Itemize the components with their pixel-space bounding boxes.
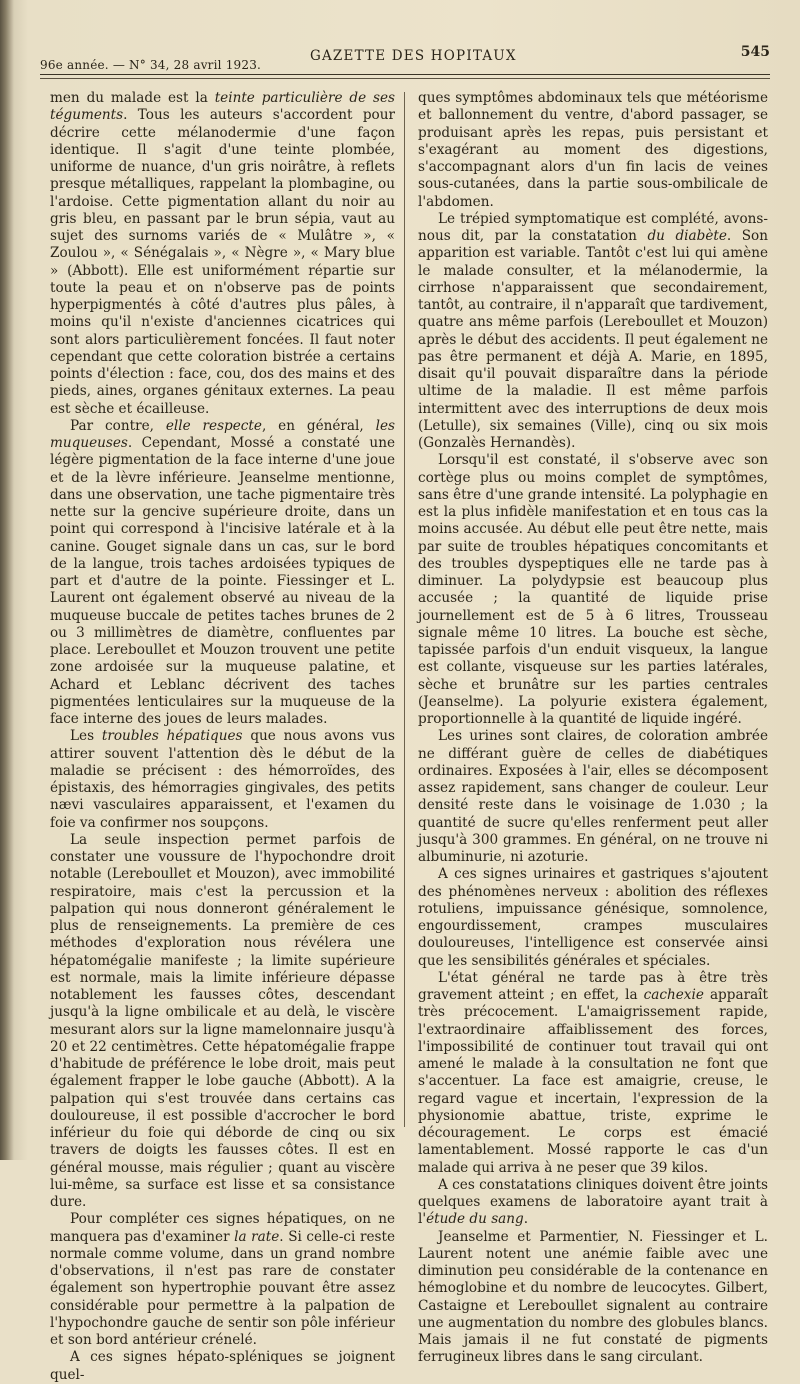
page-number: 545 xyxy=(740,44,770,60)
paragraph-nervous-signs: A ces signes urinaires et gastriques s'ajoutent des phénomènes nerveux : abolition des réflexes rotuliens, impuissance génésique, somnolence, engourdissement, crampes musculaires douloureuses, l'intelligence est conservée ainsi que les sensibilités générales et spéciales. xyxy=(418,866,768,969)
paragraph-spleen: Pour compléter ces signes hépatiques, on ne manquera pas d'examiner la rate. Si celle-ci reste normale comme volume, dans un grand nombre d'observations, il n'est pas rare de constater également son hypertrophie pouvant être assez considérable pour permettre à la palpation de l'hypochondre gauche de sentir son pôle inférieur et son bord antérieur crénelé. xyxy=(50,1211,395,1348)
header-rule-thick xyxy=(40,74,770,75)
paragraph-blood-study: Jeanselme et Parmentier, N. Fiessinger et L. Laurent notent une anémie faible avec une diminution peu considérable de la contenance en hémoglobine et du nombre de leucocytes. Gilbert, Castaigne et Lereboullet signalent au contraire une augmentation du nombre des globules blancs. Mais jamais il ne fut constaté de pigments ferrugineux libres dans le sang circulant. xyxy=(418,1228,768,1366)
paragraph-hepato-splenic: A ces signes hépato-spléniques se joignent quel- xyxy=(50,1349,395,1383)
right-column xyxy=(418,90,768,1367)
issue-line: 96e année. — N° 34, 28 avril 1923. xyxy=(40,58,262,72)
page-header xyxy=(40,44,770,78)
paragraph-urine: Les urines sont claires, de coloration ambrée ne différant guère de celles de diabétiques ordinaires. Exposées à l'air, elles se décomposent assez rapidement, sans changer de couleur. Leur densité reste dans le voisinage de 1.030 ; la quantité de sucre qu'elles renferment peut aller jusqu'à 300 grammes. En général, on ne trouve ni albuminurie, ni azoturie. xyxy=(418,728,768,865)
paragraph-abdominal-symptoms: ques symptômes abdominaux tels que météorisme et ballonnement du ventre, d'abord passager, se produisant après les repas, puis persistant et s'exagérant au moment des digestions, s'accompagnant alors d'un fin lacis de veines sous-cutanées, dans la partie sous-ombilicale de l'abdomen. xyxy=(418,90,768,210)
paragraph-mucous-membranes: Par contre, elle respecte, en général, les muqueuses. Cependant, Mossé a constaté une légère pigmentation de la face interne d'une joue et de la lèvre inférieure. Jeanselme mentionne, dans une observation, une tache pigmentaire très nette sur la gencive supérieure droite, dans un point qui correspond à l'incisive latérale et à la canine. Gouget signale dans un cas, sur le bord de la langue, trois taches ardoisées typiques de part et d'autre de la pointe. Fiessinger et L. Laurent ont également observé au niveau de la muqueuse buccale de petites taches brunes de 2 ou 3 millimètres de diamètre, confluentes par place. Lereboullet et Mouzon trouvent une petite zone ardoisée sur la muqueuse palatine, et Achard et Leblanc décrivent des taches pigmentées lenticulaires sur la muqueuse de la face interne des joues de leurs malades. xyxy=(50,417,395,727)
paragraph-diabetes: Le trépied symptomatique est complété, avons-nous dit, par la constatation du diabète. Son apparition est variable. Tantôt c'est lui qui amène le malade consulter, et la mélanodermie, la cirrhose n'apparaissent que secondairement, tantôt, au contraire, il n'apparaît que tardivement, quatre ans même parfois (Lereboullet et Mouzon) après le début des accidents. Il peut également ne pas être permanent et déjà A. Marie, en 1895, disait qu'il pouvait disparaître dans la période ultime de la maladie. Il est même parfois intermittent avec des interruptions de deux mois (Letulle), six semaines (Ville), cinq ou six mois (Gonzalès Hernandès). xyxy=(418,210,769,451)
journal-title: GAZETTE DES HOPITAUX xyxy=(310,48,517,64)
paragraph-hepatic-troubles: Les troubles hépatiques que nous avons vus attirer souvent l'attention dès le début de la maladie se précisent : des hémorroïdes, des épistaxis, des hémorragies gingivales, des petits nævi vasculaires apparaissent, et l'examen du foie va confirmer nos soupçons. xyxy=(50,728,396,831)
column-divider xyxy=(404,92,405,1127)
paragraph-liver-examination: La seule inspection permet parfois de constater une voussure de l'hypochondre droit notable (Lereboullet et Mouzon), avec immobilité respiratoire, mais c'est la percussion et la palpation qui nous donneront généralement le plus de renseignements. La première de ces méthodes d'exploration nous révélera une hépatomégalie manifeste ; la limite supérieure est normale, mais la limite inférieure dépasse notablement les fausses côtes, descendant jusqu'à la ligne ombilicale et au delà, le viscère mesurant alors sur la ligne mamelonnaire jusqu'à 20 et 22 centimètres. Cette hépatomégalie frappe d'habitude de préférence le lobe droit, mais peut également frapper le lobe gauche (Abbott). A la palpation qui s'est trouvée dans certains cas douloureuse, il est possible d'accrocher le bord inférieur du foie qui déborde de cinq ou six travers de doigts les fausses côtes. Il est en général mousse, mais régulier ; quant au viscère lui-même, sa surface est lisse et sa consistance dure. xyxy=(50,831,395,1210)
header-rule-thin xyxy=(40,78,770,79)
paragraph-cachexia: L'état général ne tarde pas à être très gravement atteint ; en effet, la cachexie apparaît très précocement. L'amaigrissement rapide, l'extraordinaire affaiblissement des forces, l'impossibilité de continuer tout travail qui ont amené le malade à la consultation ne font que s'accentuer. La face est amaigrie, creuse, le regard vague et incertain, l'expression de la physionomie abattue, triste, exprime le découragement. Le corps est émacié lamentablement. Mossé rapporte le cas d'un malade qui arriva à ne peser que 39 kilos. xyxy=(418,969,768,1176)
paragraph-diabetic-symptoms: Lorsqu'il est constaté, il s'observe avec son cortège plus ou moins complet de symptômes, sans être d'une grande intensité. La polyphagie en est la plus infidèle manifestation et en tous cas la moins accusée. Au début elle peut être nette, mais par suite de troubles hépatiques concomitants et des troubles dyspeptiques elle ne tarde pas à diminuer. La polydypsie est beaucoup plus accusée ; la quantité de liquide prise journellement est de 5 à 6 litres, Trousseau signale même 10 litres. La bouche est sèche, tapissée parfois d'un enduit visqueux, la langue est collante, visqueuse sur les parties latérales, sèche et brunâtre sur les parties centrales (Jeanselme). La polyurie existera également, proportionnelle à la quantité de liquide ingéré. xyxy=(418,452,768,727)
paragraph-laboratory: A ces constatations cliniques doivent être joints quelques examens de laboratoire ayant trait à l'étude du sang. xyxy=(418,1176,768,1228)
left-column xyxy=(50,90,395,1384)
paragraph-skin-tint: men du malade est la teinte particulière de ses téguments. Tous les auteurs s'accordent pour décrire cette mélanodermie d'une façon identique. Il s'agit d'une teinte plombée, uniforme de nuance, d'un gris noirâtre, à reflets presque métalliques, rappelant la plombagine, ou l'ardoise. Cette pigmentation allant du noir au gris bleu, en passant par le brun sépia, vaut au sujet des surnoms variés de « Mulâtre », « Zoulou », « Sénégalais », « Nègre », « Mary blue » (Abbott). Elle est uniformément répartie sur toute la peau et on n'observe pas de points hyperpigmentés à côté d'autres plus pâles, à moins qu'il n'existe d'anciennes cicatrices qui sont alors particulièrement foncées. Il faut noter cependant que cette coloration bistrée a certains points d'élection : face, cou, dos des mains et des pieds, aines, organes génitaux externes. La peau est sèche et écailleuse. xyxy=(50,90,396,417)
